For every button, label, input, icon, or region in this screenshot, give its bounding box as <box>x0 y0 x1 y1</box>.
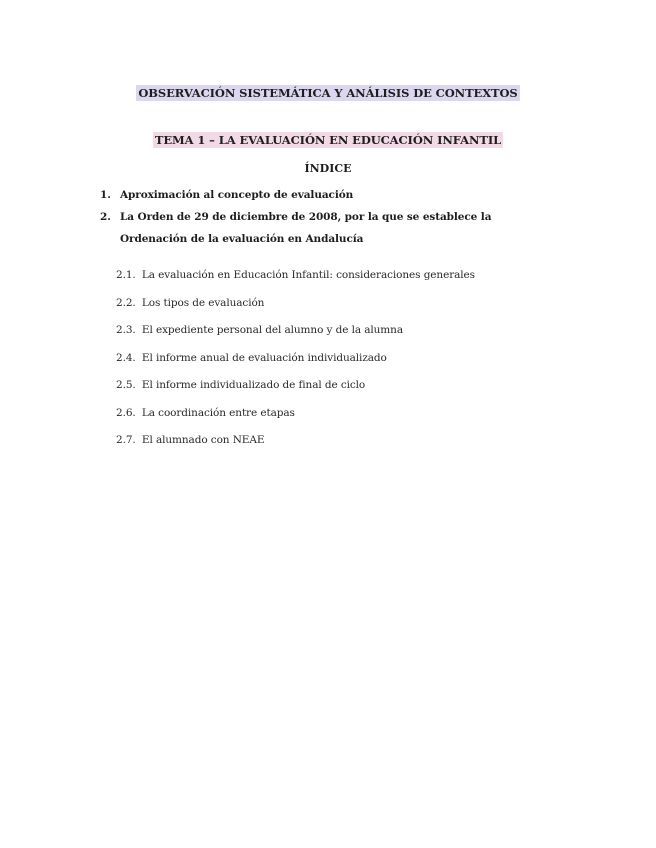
index-sub-list <box>116 262 475 455</box>
index-subitem-2-7 <box>116 427 475 455</box>
index-subitem-2-5 <box>116 372 475 400</box>
index-subitem-text: Los tipos de evaluación <box>141 296 265 309</box>
index-subitem-number: 2.7. <box>116 434 136 446</box>
index-heading: ÍNDICE <box>304 162 352 175</box>
document-title-block <box>0 82 656 101</box>
index-subitem-text: El informe anual de evaluación individualizado <box>141 351 387 364</box>
index-subitem-2-6 <box>116 400 475 428</box>
index-subitem-2-3 <box>116 317 475 345</box>
index-subitem-text: La coordinación entre etapas <box>141 406 295 419</box>
index-subitem-text: El expediente personal del alumno y de la alumna <box>141 324 403 336</box>
index-subitem-text: El informe individualizado de final de ciclo <box>141 379 366 391</box>
index-subitem-2-2 <box>116 290 475 318</box>
index-item-text: La Orden de 29 de diciembre de 2008, por la que se establece la Ordenación de la evaluación en Andalucía <box>120 211 492 245</box>
index-subitem-number: 2.3. <box>116 324 136 336</box>
index-subitem-number: 2.4. <box>116 351 136 364</box>
index-subitem-number: 2.5. <box>116 379 136 391</box>
document-subtitle: TEMA 1 – LA EVALUACIÓN EN EDUCACIÓN INFANTIL <box>154 133 502 147</box>
index-item-number: 1. <box>100 189 111 201</box>
index-subitem-number: 2.2. <box>116 296 136 309</box>
index-item-2 <box>100 206 560 250</box>
index-item-1 <box>100 184 560 206</box>
index-subitem-number: 2.6. <box>116 406 136 419</box>
document-subtitle-block <box>0 129 656 148</box>
index-subitem-2-1 <box>116 262 475 290</box>
index-main-list <box>100 184 560 250</box>
index-subitem-text: El alumnado con NEAE <box>141 434 265 446</box>
index-item-text: Aproximación al concepto de evaluación <box>120 189 354 201</box>
index-subitem-text: La evaluación en Educación Infantil: consideraciones generales <box>141 269 475 281</box>
document-title: OBSERVACIÓN SISTEMÁTICA Y ANÁLISIS DE CONTEXTOS <box>138 86 518 100</box>
index-subitem-2-4 <box>116 345 475 373</box>
index-subitem-number: 2.1. <box>116 269 136 281</box>
index-item-number: 2. <box>100 211 111 223</box>
